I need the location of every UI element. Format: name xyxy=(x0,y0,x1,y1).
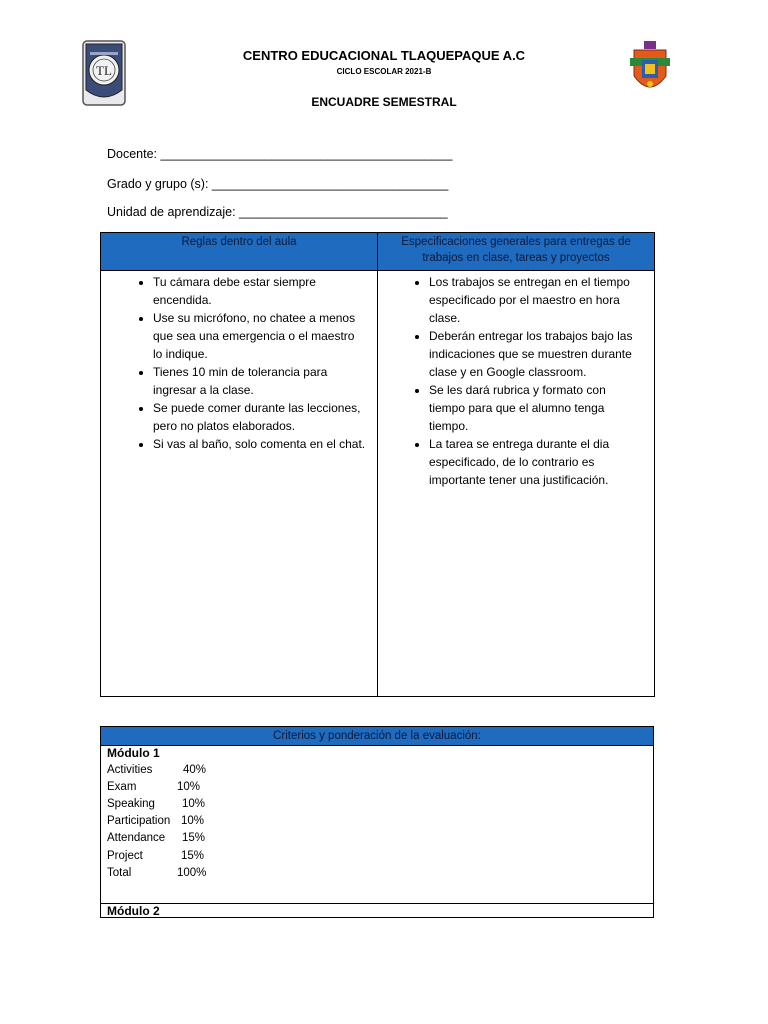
list-item: • La tarea se entrega durante el dia especificado, de lo contrario es importante tener una justificación. xyxy=(429,435,644,489)
unidad-aprendizaje-field: Unidad de aprendizaje: ______________________________ xyxy=(107,205,448,219)
criteria-value: 40% xyxy=(183,764,207,776)
criteria-label: Exam xyxy=(107,781,137,793)
docente-field: Docente: __________________________________________ xyxy=(107,147,453,161)
list-item: • Se puede comer durante las lecciones, pero no platos elaborados. xyxy=(153,399,367,435)
criteria-row xyxy=(107,815,204,827)
evaluation-criteria-box xyxy=(100,726,654,918)
grado-grupo-field: Grado y grupo (s): __________________________________ xyxy=(107,177,449,191)
list-item: • Si vas al baño, solo comenta en el chat. xyxy=(153,435,367,453)
list-item: • Use su micrófono, no chatee a menos que sea una emergencia o el maestro lo indique. xyxy=(153,309,367,363)
list-item: • Los trabajos se entregan en el tiempo especificado por el maestro en hora clase. xyxy=(429,273,644,327)
module-1-label: Módulo 1 xyxy=(107,746,160,760)
criteria-value: 10% xyxy=(181,815,205,827)
rules-table xyxy=(100,232,655,697)
classroom-rules-list xyxy=(101,271,377,453)
institution-title: CENTRO EDUCACIONAL TLAQUEPAQUE A.C xyxy=(242,48,526,63)
criteria-row xyxy=(107,781,200,793)
criteria-row xyxy=(107,832,205,844)
criteria-row xyxy=(107,764,206,776)
document-heading: ENCUADRE SEMESTRAL xyxy=(311,95,457,109)
module-divider xyxy=(101,903,653,904)
criteria-label: Total xyxy=(107,867,132,879)
delivery-specs-list xyxy=(378,271,654,489)
list-item: • Deberán entregar los trabajos bajo las indicaciones que se muestren durante clase y en Google classroom. xyxy=(429,327,644,381)
module-2-label: Módulo 2 xyxy=(107,904,160,918)
criteria-row xyxy=(107,850,204,862)
criteria-value: 100% xyxy=(177,867,207,879)
school-year: CICLO ESCOLAR 2021-B xyxy=(336,67,432,76)
classroom-rules-cell xyxy=(101,271,378,697)
criteria-label: Speaking xyxy=(107,798,155,810)
criteria-value: 10% xyxy=(182,798,206,810)
criteria-label: Attendance xyxy=(107,832,166,844)
list-item: • Se les dará rubrica y formato con tiempo para que el alumno tenga tiempo. xyxy=(429,381,644,435)
rules-left-header: Reglas dentro del aula xyxy=(101,233,378,271)
criteria-value: 15% xyxy=(182,832,206,844)
svg-text:TL: TL xyxy=(96,63,112,78)
rules-right-header: Especificaciones generales para entregas de trabajos en clase, tareas y proyectos xyxy=(378,233,655,271)
delivery-specs-cell xyxy=(378,271,655,697)
criteria-label: Participation xyxy=(107,815,171,827)
criteria-label: Project xyxy=(107,850,143,862)
criteria-value: 15% xyxy=(181,850,205,862)
list-item: • Tienes 10 min de tolerancia para ingresar a la clase. xyxy=(153,363,367,399)
criteria-header: Criterios y ponderación de la evaluación: xyxy=(101,727,653,746)
criteria-label: Activities xyxy=(107,764,153,776)
criteria-row xyxy=(107,798,205,810)
list-item: • Tu cámara debe estar siempre encendida. xyxy=(153,273,367,309)
criteria-value: 10% xyxy=(177,781,201,793)
criteria-row xyxy=(107,867,206,879)
